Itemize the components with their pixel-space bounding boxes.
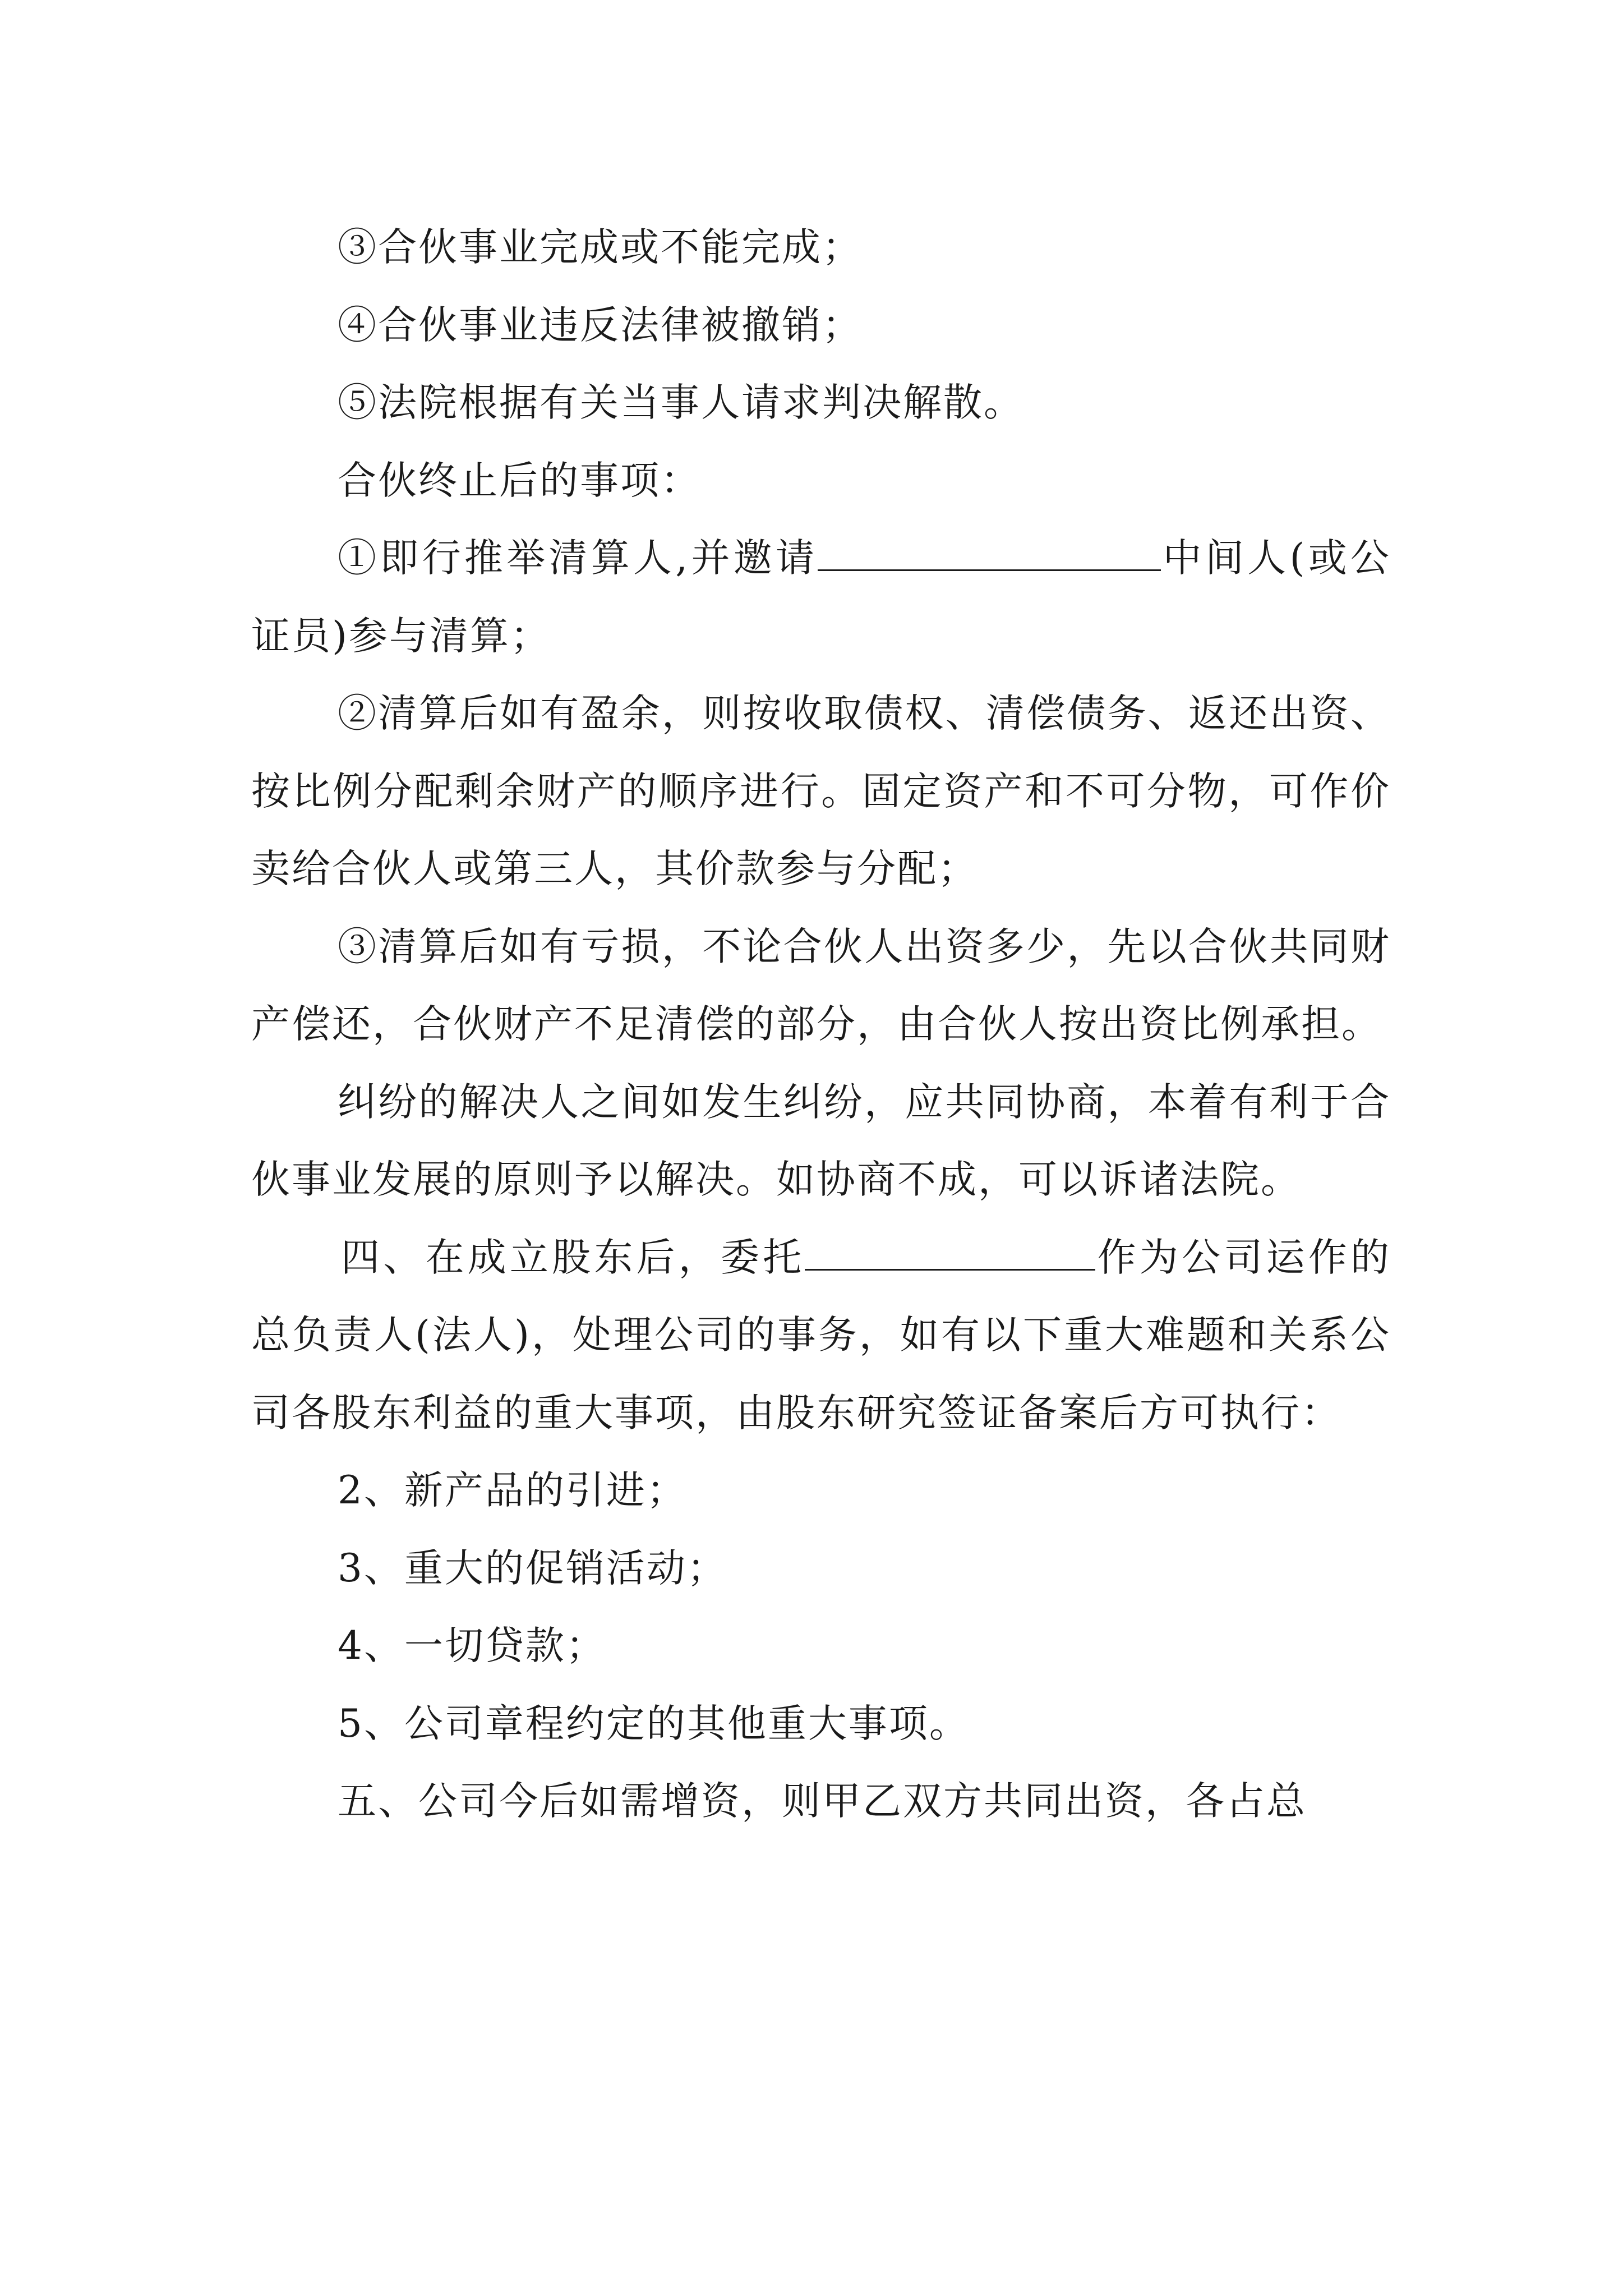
paragraph-dissolution-item-3: ③合伙事业完成或不能完成； — [338, 225, 863, 270]
manager-blank-field — [805, 1237, 1095, 1271]
document-body — [251, 209, 1391, 1841]
paragraph-liquidator — [251, 519, 1391, 675]
paragraph-dissolution-item-5: ⑤法院根据有关当事人请求判决解散。 — [338, 380, 1024, 425]
paragraph-liquidator-text-before: ①即行推举清算人,并邀请 — [338, 536, 818, 581]
paragraph-section-five: 五、公司今后如需增资，则甲乙双方共同出资，各占总 — [338, 1779, 1307, 1824]
paragraph-dissolution-item-4: ④合伙事业违反法律被撤销； — [338, 302, 863, 348]
liquidator-blank-field — [818, 538, 1161, 571]
paragraph-section-four-text-before: 四、在成立股东后，委托 — [341, 1235, 805, 1280]
paragraph-termination-heading: 合伙终止后的事项： — [338, 458, 701, 503]
paragraph-loss: ③清算后如有亏损，不论合伙人出资多少，先以合伙共同财产偿还，合伙财产不足清偿的部分，由合伙人按出资比例承担。 — [251, 924, 1391, 1047]
paragraph-item-3: 3、重大的促销活动； — [338, 1545, 727, 1591]
paragraph-surplus: ②清算后如有盈余，则按收取债权、清偿债务、返还出资、按比例分配剩余财产的顺序进行。固定资产和不可分物，可作价卖给合伙人或第三人，其价款参与分配； — [251, 691, 1391, 891]
paragraph-dispute: 纠纷的解决人之间如发生纠纷，应共同协商，本着有利于合伙事业发展的原则予以解决。如协商不成，可以诉诸法院。 — [251, 1079, 1391, 1202]
paragraph-section-four-text-after: 作为公司运作的总负责人(法人)，处理公司的事务，如有以下重大难题和关系公司各股东利益的重大事项，由股东研究签证备案后方可执行： — [251, 1235, 1391, 1435]
paragraph-item-2: 2、新产品的引进； — [338, 1468, 687, 1513]
paragraph-section-four — [251, 1219, 1391, 1452]
paragraph-item-5: 5、公司章程约定的其他重大事项。 — [338, 1701, 970, 1746]
paragraph-item-4: 4、一切贷款； — [338, 1623, 606, 1668]
paragraph-liquidator-text-after: 中间人(或公证员)参与清算； — [251, 536, 1391, 659]
